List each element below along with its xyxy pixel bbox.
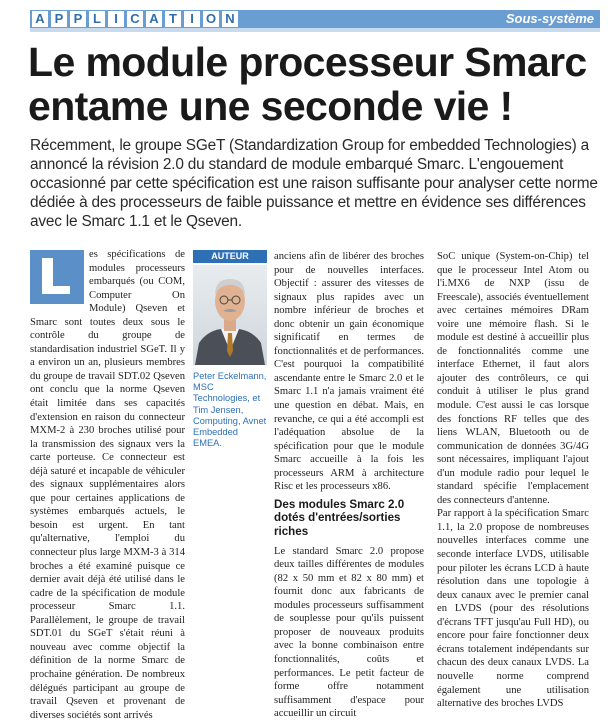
author-name: Peter Eckelmann, — [193, 371, 267, 381]
section-letter: O — [203, 11, 219, 27]
section-letter: P — [70, 11, 86, 27]
column-1-text: es spécifications de modules processeurs embarqués (ou COM, Computer On Module) Qseven et Smarc sont toutes deux sous le contrôle du groupe de standardisation industriel SGeT. Il y a environ un an, plusieurs membres du groupe de travail SDT.02 Qseven ont conclu que la norme Qseven était limitée dans ses capacités d'extension en raison du connecteur MXM-2 à 230 broches utilisé pour la transmission des signaux vers la carte porteuse. Ce connecteur est déjà saturé et incapable de véhiculer des signaux supplémentaires alors que pour certaines applications de systèmes embarqués actuels, le besoin est urgent. En tant qu'alternative, l'emploi du connecteur plus large MXM-3 à 314 broches a été examiné puisque ce dernier avait déjà été utilisé dans le cadre de la spécification de module processeur Smarc 1.1. Parallèlement, le groupe de travail SDT.01 du SGeT s'était réuni à nouveau avec comme objectif la définition de la norme Smarc de prochaine génération. De nombreux délégués participant au groupe de travail Qseven et provenant de diverses sociétés sont arrivés — [30, 249, 185, 721]
author-bio: MSC Technologies, et Tim Jensen, Computing, Avnet Embedded EMEA. — [193, 382, 267, 449]
rubric-label: Sous-système — [505, 11, 594, 26]
body-column-1 — [30, 248, 185, 722]
article-title: Le module processeur Smarc entame une seconde vie ! — [28, 39, 587, 129]
section-letter: L — [89, 11, 105, 27]
section-label — [30, 10, 238, 28]
section-letter: P — [51, 11, 67, 27]
column-2-text-1: anciens afin de libérer des broches pour de nouvelles interfaces. Objectif : assurer des vitesses de signaux plus rapides avec un nombre inférieur de broches et donc obtenir un gain économique significatif en termes de fonctionnalités et de performances. C'est pourquoi la compatibilité ascendante entre le Smarc 2.0 et le Smarc 1.1 n'a jamais vraiment été une question en débat. Mais, en revanche, ce qui a été accompli est l'adéquation absolue de la spécification pour que le module Smarc accueille à la fois les processeurs ARM à architecture Risc et les processeurs x86. — [274, 251, 424, 493]
author-box — [193, 250, 267, 449]
article-lead: Récemment, le groupe SGeT (Standardization Group for embedded Technologies) a annoncé la révision 2.0 du standard de module embarqué Smarc. L'engouement occasionné par cette spécification est une raison suffisante pour analyser cette norme dédiée à des processeurs de faible puissance et mettre en évidence ses différences avec le Smarc 1.1 et le Qseven. — [30, 137, 598, 230]
section-letter: T — [165, 11, 181, 27]
section-letter: I — [108, 11, 124, 27]
column-3-text-1: SoC unique (System-on-Chip) tel que le processeur Intel Atom ou l'i.MX6 de NXP (issu de Freescale), associés éventuellement avec certaines mémoires DRam voire une mémoire flash. Si le module est destiné à accueillir plus de fonctionnalités comme une interface Ethernet, il faut alors ajouter des contrôleurs, ce qui conduit à utiliser le plus grand module. C'est aussi le cas lorsque des fonctions RF telles que des liens WLAN, Bluetooth ou de communication de données 3G/4G sont nécessaires, impliquant l'ajout d'un module radio pour lequel le standard spécifie l'emplacement des connecteurs d'antenne. — [437, 251, 589, 506]
body-column-2 — [274, 250, 424, 721]
column-2-text-2: Le standard Smarc 2.0 propose deux tailles différentes de modules (82 x 50 mm et 82 x 80 mm) et fournit donc aux fabricants de modules processeurs suffisamment de souplesse pour qu'ils puissent proposer de nouveaux produits avec la bonne combinaison entre fonctionnalités, coûts et performances. Le petit facteur de forme offre notamment suffisamment d'espace pour accueillir un circuit — [274, 545, 424, 720]
dropcap-paragraph — [30, 248, 185, 722]
section-header — [30, 10, 600, 32]
section-letter: A — [32, 11, 48, 27]
section-letter: C — [127, 11, 143, 27]
dropcap-l-icon — [30, 250, 84, 304]
section-subheading: Des modules Smarc 2.0 dotés d'entrées/sorties riches — [274, 497, 405, 539]
author-tab: AUTEUR — [193, 250, 267, 263]
section-letter: A — [146, 11, 162, 27]
header-band — [30, 28, 600, 32]
column-3-text-2: Par rapport à la spécification Smarc 1.1, la 2.0 propose de nombreuses nouvelles interfaces comme une seconde interface LVDS, utilisable pour piloter les écrans LCD à haute résolution dans une topologie à deux canaux avec le premier canal en LVDS (pour des résolutions d'écrans TFT jusqu'au Full HD), ou encore pour faire fonctionner deux écrans totalement indépendants sur chacun des deux canaux LVDS. La nouvelle norme comprend également une utilisation alternative des broches LVDS — [437, 508, 589, 710]
body-column-3 — [437, 250, 589, 711]
section-letter: N — [222, 11, 238, 27]
section-letter: I — [184, 11, 200, 27]
author-portrait-icon — [193, 265, 267, 365]
